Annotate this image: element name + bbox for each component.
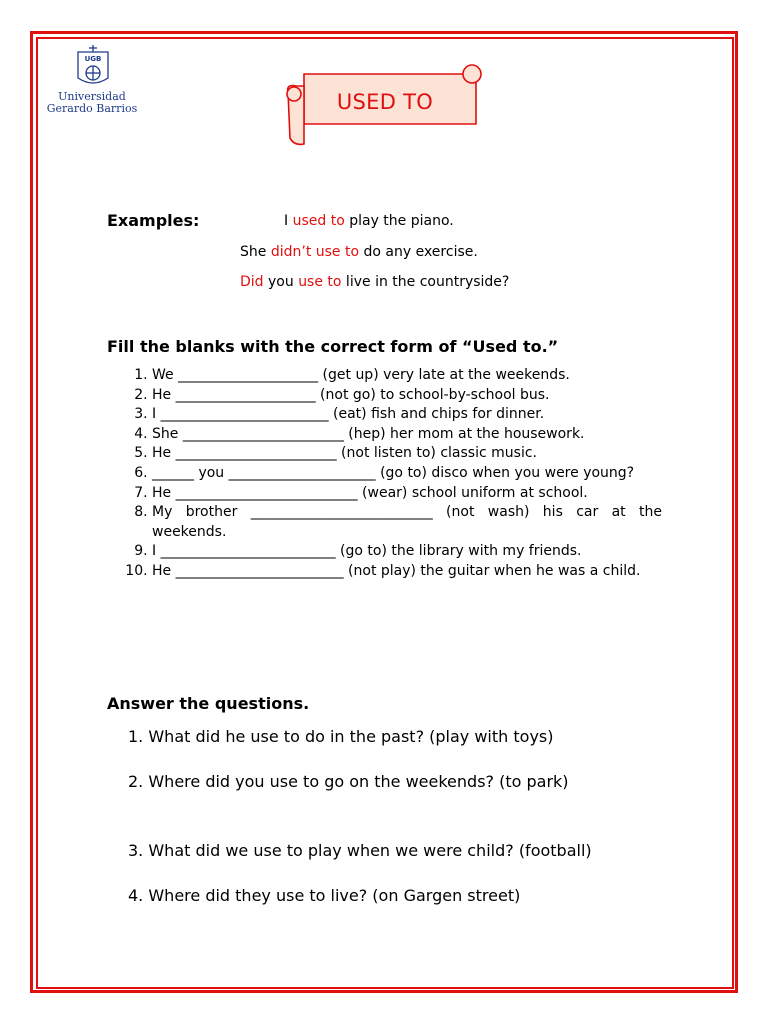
example-line-3: Did you use to live in the countryside? bbox=[240, 274, 510, 290]
question-item: 3. What did we use to play when we were child? (football) bbox=[128, 841, 592, 860]
list-item: 6. ______ you _____________________ (go to) disco when you were young? bbox=[152, 464, 662, 484]
list-item: 8. My brother __________________________ (not wash) his car at the weekends. bbox=[152, 503, 662, 542]
list-item: 2. He ____________________ (not go) to school-by-school bus. bbox=[152, 386, 662, 406]
list-item: 7. He __________________________ (wear) school uniform at school. bbox=[152, 484, 662, 504]
list-item: 4. She _______________________ (hep) her mom at the housework. bbox=[152, 425, 662, 445]
example-line-2: She didn’t use to do any exercise. bbox=[240, 244, 478, 260]
example-line-1: I used to play the piano. bbox=[284, 213, 454, 229]
examples-heading: Examples: bbox=[107, 211, 200, 230]
fill-blanks-heading: Fill the blanks with the correct form of “Used to.” bbox=[107, 337, 559, 356]
banner-title: USED TO bbox=[336, 90, 434, 114]
question-item: 1. What did he use to do in the past? (play with toys) bbox=[128, 727, 554, 746]
logo-line-2: Gerardo Barrios bbox=[46, 102, 138, 115]
list-item: 10. He ________________________ (not play) the guitar when he was a child. bbox=[152, 562, 662, 582]
logo-line-1: Universidad bbox=[58, 90, 126, 103]
answer-heading: Answer the questions. bbox=[107, 694, 310, 713]
list-item: 1. We ____________________ (get up) very late at the weekends. bbox=[152, 366, 662, 386]
list-item: 5. He _______________________ (not listen to) classic music. bbox=[152, 444, 662, 464]
question-item: 2. Where did you use to go on the weekends? (to park) bbox=[128, 772, 569, 791]
question-item: 4. Where did they use to live? (on Gargen street) bbox=[128, 886, 521, 905]
fill-blanks-list bbox=[112, 366, 662, 582]
list-item: 9. I _________________________ (go to) the library with my friends. bbox=[152, 542, 662, 562]
svg-text:UGB: UGB bbox=[84, 55, 102, 63]
list-item: 3. I ________________________ (eat) fish and chips for dinner. bbox=[152, 405, 662, 425]
